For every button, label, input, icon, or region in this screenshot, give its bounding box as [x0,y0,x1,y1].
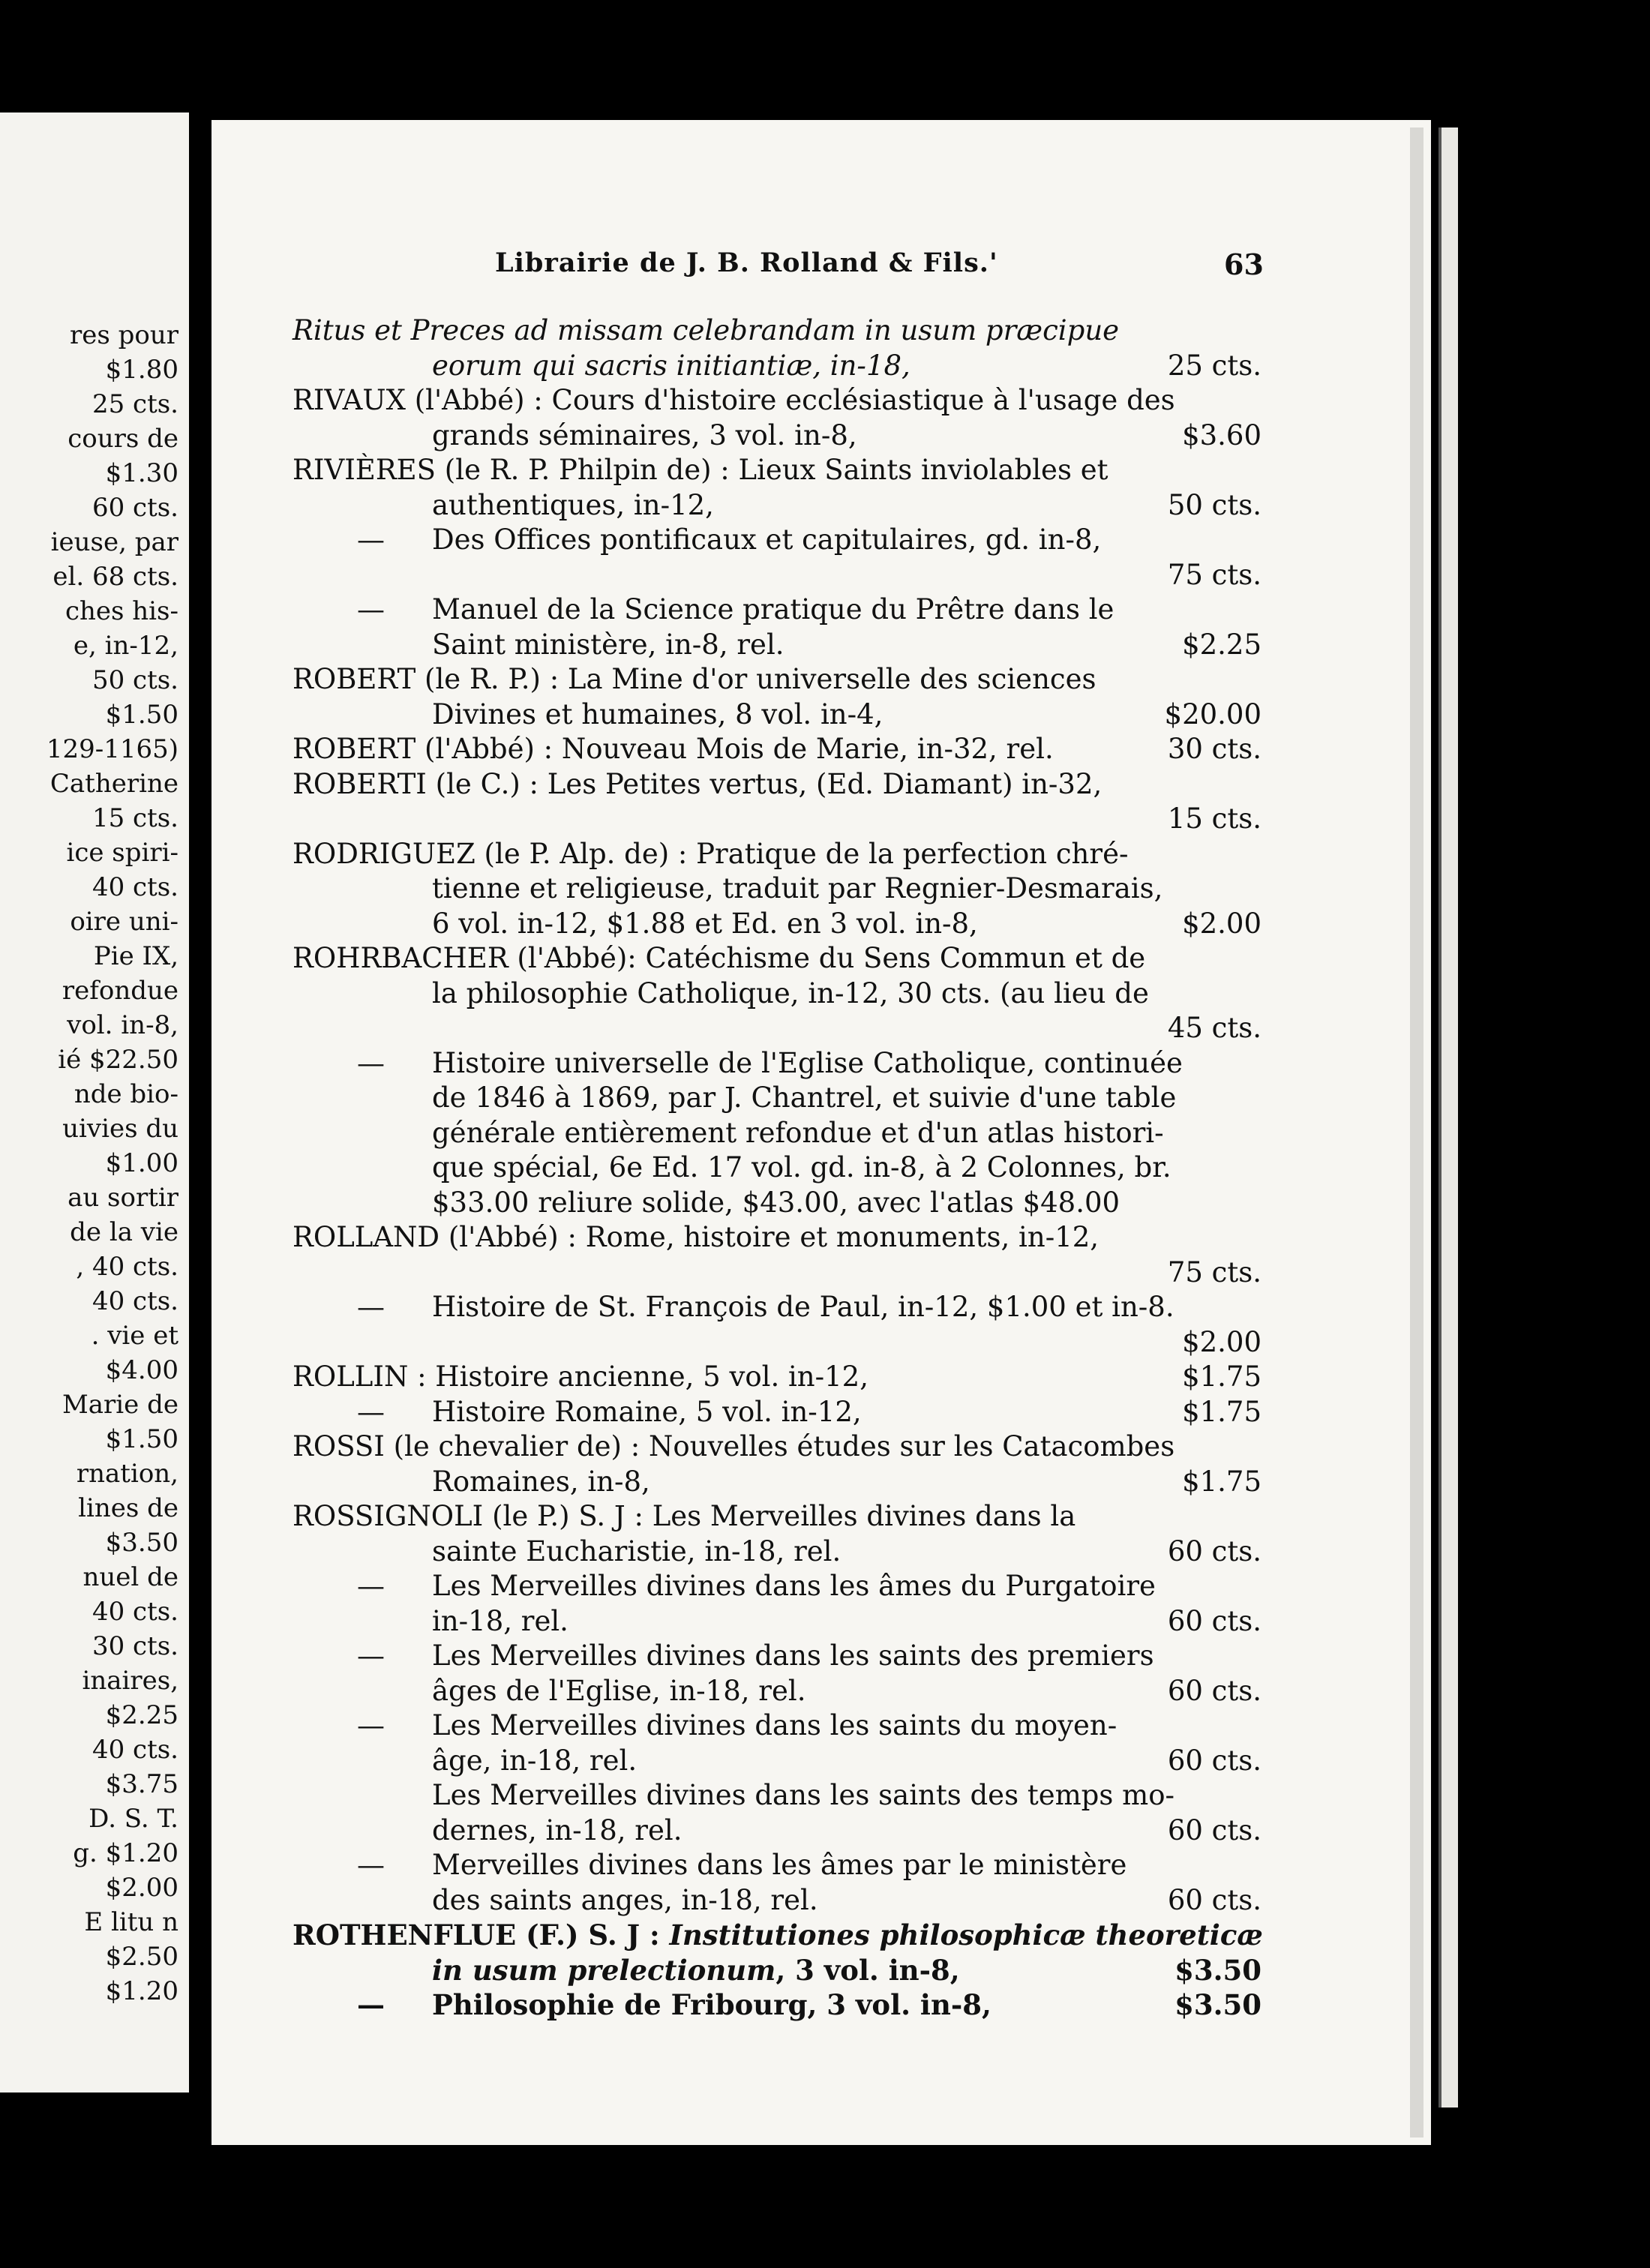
catalog-entry [292,732,1262,767]
left-page-line: Catherine [50,769,178,799]
entry-price: $20.00 [1164,698,1262,730]
left-page-line: $1.30 [105,458,178,488]
entry-text: que spécial, 6e Ed. 17 vol. gd. in-8, à 2 Colonnes, br. [432,1151,1172,1184]
entry-text: 6 vol. in-12, $1.88 et Ed. en 3 vol. in-8, [432,907,978,940]
entry-text: Les Merveilles divines dans les saints du moyen- [432,1709,1118,1742]
entry-price: 60 cts. [1167,1534,1262,1568]
entry-line [292,1046,1262,1082]
entry-line [292,383,1262,418]
entry-price: 50 cts. [1167,488,1262,521]
left-page-line: $3.75 [105,1769,178,1799]
entry-text: RODRIGUEZ (le P. Alp. de) : Pratique de la perfection chré- [292,837,1129,870]
catalog-entry [292,1778,1262,1848]
left-page-line: E litu n [84,1907,178,1937]
entry-price: 25 cts. [1167,349,1262,382]
entry-text: Histoire Romaine, 5 vol. in-12, [432,1395,862,1428]
entry-line [292,941,1262,976]
catalog-entry [292,1395,1262,1430]
entry-line [292,1569,1262,1604]
ditto-dash: — [357,593,385,626]
entry-line [292,1708,1262,1744]
entry-text: des saints anges, in-18, rel. [432,1883,818,1916]
catalog-entry [292,592,1262,662]
entry-line [292,1953,1262,1988]
entry-price: 75 cts. [1167,558,1262,591]
entry-line [292,1011,1262,1046]
left-page-line: $1.00 [105,1148,178,1178]
left-page-line: el. 68 cts. [52,562,178,592]
entry-text: dernes, in-18, rel. [432,1814,682,1846]
left-page-line: nuel de [82,1562,178,1592]
entry-line [292,1186,1262,1221]
entry-line [292,558,1262,593]
catalog-entry [292,523,1262,592]
left-page-line: 40 cts. [92,1735,178,1765]
entry-line [292,523,1262,558]
left-page-line: vol. in-8, [67,1010,178,1040]
catalog-entry [292,1430,1262,1499]
ditto-dash: — [357,1709,385,1742]
left-page-line: , 40 cts. [76,1252,178,1282]
catalog-entry [292,1499,1262,1569]
ditto-dash: — [357,524,385,556]
entry-text: in-18, rel. [432,1604,568,1637]
entry-line [292,592,1262,628]
left-page-line: e, in-12, [73,631,178,661]
entry-author: ROTHENFLUE (F.) S. J : [292,1918,670,1952]
entry-price: 60 cts. [1167,1674,1262,1707]
entry-text: grands séminaires, 3 vol. in-8, [432,418,857,452]
left-page-line: lines de [78,1493,178,1523]
entry-text: tienne et religieuse, traduit par Regnier-Desmarais, [432,872,1163,904]
left-page-line: refondue [62,976,178,1006]
entry-line [292,1639,1262,1674]
entry-price: 60 cts. [1167,1814,1262,1846]
entry-line [292,1674,1262,1709]
catalog-entry [292,767,1262,837]
entry-text: Divines et humaines, 8 vol. in-4, [432,698,884,730]
entry-text: Les Merveilles divines dans les saints des premiers [432,1640,1154,1672]
entry-text: ROLLIN : Histoire ancienne, 5 vol. in-12, [292,1360,868,1393]
ditto-dash: — [357,1570,385,1602]
entry-line [292,976,1262,1012]
entry-text: Histoire universelle de l'Eglise Catholique, continuée [432,1046,1183,1079]
left-page-line: rnation, [76,1459,178,1489]
left-page-line: $2.50 [105,1942,178,1972]
entry-line [292,1744,1262,1779]
catalog-entry [292,1988,1262,2023]
book-edge [1438,128,1458,2108]
catalog-entry [292,1220,1262,1290]
left-page-line: res pour [69,320,178,350]
entry-line [292,802,1262,837]
entry-price: $2.00 [1182,1325,1262,1358]
catalog-entry [292,1708,1262,1778]
entry-text: Les Merveilles divines dans les âmes du Purgatoire [432,1570,1156,1602]
left-page-line: 40 cts. [92,1597,178,1627]
entry-text: authentiques, in-12, [432,488,714,521]
entry-line [292,1988,1262,2023]
entry-line [292,1499,1262,1534]
entry-line [292,1220,1262,1256]
entry-line [292,1918,1262,1953]
left-page-line: ches his- [64,596,178,626]
left-page-line: 50 cts. [92,665,178,695]
entry-text: Histoire de St. François de Paul, in-12, $1.00 et in-8. [432,1291,1174,1323]
catalog-entry [292,1848,1262,1918]
left-page-line: Pie IX, [93,941,178,971]
entry-price: $3.50 [1174,1988,1262,2021]
entry-line [292,488,1262,524]
left-page-line: au sortir [68,1183,178,1213]
entry-line [292,628,1262,663]
entry-text: générale entièrement refondue et d'un atlas histori- [432,1116,1164,1149]
entry-text: Des Offices pontificaux et capitulaires, gd. in-8, [432,524,1102,556]
entry-text: eorum qui sacris initiantiæ, in-18, [432,349,910,382]
entry-line [292,1883,1262,1918]
left-page-line: $1.20 [105,1976,178,2006]
entry-line [292,1150,1262,1186]
entry-price: 60 cts. [1167,1604,1262,1637]
catalog-entry [292,383,1262,453]
ditto-dash: — [357,1291,385,1323]
entry-line [292,1360,1262,1395]
entry-line [292,1778,1262,1814]
left-page-fragment [0,112,189,2092]
entry-price: $1.75 [1182,1395,1262,1428]
entry-price: $1.75 [1182,1360,1262,1393]
catalog-entry [292,1639,1262,1708]
running-header: Librairie de J. B. Rolland & Fils.' [495,248,998,278]
left-page-line: uivies du [62,1114,178,1144]
entry-line [292,1604,1262,1640]
entry-text: âges de l'Eglise, in-18, rel. [432,1674,806,1707]
ditto-dash: — [357,1988,385,2021]
left-page-line: 30 cts. [92,1631,178,1661]
entry-text: Ritus et Preces ad missam celebrandam in usum præcipue [292,314,1120,346]
entry-price: $3.50 [1174,1953,1262,1987]
ditto-dash: — [357,1849,385,1881]
entry-line [292,872,1262,907]
catalog-entry [292,453,1262,523]
entry-text: ROLLAND (l'Abbé) : Rome, histoire et monuments, in-12, [292,1221,1100,1253]
entry-text: ROBERT (l'Abbé) : Nouveau Mois de Marie, in-32, rel. [292,733,1054,765]
left-page-line: $2.25 [105,1700,178,1730]
entry-line [292,1256,1262,1291]
entry-line [292,1430,1262,1465]
left-page-line: Marie de [62,1390,178,1420]
left-page-line: $3.50 [105,1528,178,1558]
left-page-line: nde bio- [74,1079,178,1109]
entry-price: 60 cts. [1167,1744,1262,1777]
entry-text: ROBERT (le R. P.) : La Mine d'or universelle des sciences [292,663,1096,695]
catalog-entry [292,662,1262,732]
entry-price: 75 cts. [1167,1256,1262,1288]
left-page-line: ice spiri- [66,838,178,868]
ditto-dash: — [357,1395,385,1428]
entry-text: $33.00 reliure solide, $43.00, avec l'atlas $48.00 [432,1186,1120,1219]
left-page-line: 25 cts. [92,389,178,419]
left-page-line: 40 cts. [92,872,178,902]
entry-line [292,418,1262,454]
entry-line [292,698,1262,733]
left-page-line: ié $22.50 [58,1045,178,1075]
entry-line [292,662,1262,698]
entry-text: Merveilles divines dans les âmes par le ministère [432,1849,1127,1881]
left-page-line: inaires, [82,1666,178,1696]
entry-line [292,1325,1262,1360]
entry-line [292,1116,1262,1151]
entry-line [292,349,1262,384]
left-page-line: $1.50 [105,700,178,730]
entry-line [292,1848,1262,1883]
entry-price: $3.60 [1182,418,1262,452]
entry-text: la philosophie Catholique, in-12, 30 cts. (au lieu de [432,976,1149,1010]
entry-price: 60 cts. [1167,1883,1262,1916]
entry-line [292,767,1262,802]
entry-text: ROBERTI (le C.) : Les Petites vertus, (Ed. Diamant) in-32, [292,767,1102,800]
left-page-line: $1.80 [105,355,178,385]
ditto-dash: — [357,1640,385,1672]
catalog-entry [292,1290,1262,1360]
entry-title: in usum prelectionum [432,1953,776,1987]
left-page-line: cours de [68,424,178,454]
entry-text: âge, in-18, rel. [432,1744,638,1777]
left-page-line: 15 cts. [92,803,178,833]
left-page-line: 129-1165) [46,734,178,764]
entry-text: ROSSIGNOLI (le P.) S. J : Les Merveilles divines dans la [292,1500,1076,1532]
entry-line [292,1395,1262,1430]
entry-line [292,1290,1262,1325]
left-page-line: de la vie [70,1217,178,1247]
catalog-entry [292,1569,1262,1639]
entry-text: , 3 vol. in-8, [776,1953,960,1987]
left-page-line: D. S. T. [88,1804,178,1834]
entry-price: 15 cts. [1167,802,1262,835]
left-page-line: $4.00 [105,1355,178,1385]
catalog-entry [292,314,1262,383]
left-page-line: oire uni- [70,907,178,937]
entry-text: Manuel de la Science pratique du Prêtre dans le [432,593,1114,626]
entry-price: $2.25 [1182,628,1262,661]
entry-text: Saint ministère, in-8, rel. [432,628,784,661]
entry-text: Philosophie de Fribourg, 3 vol. in-8, [432,1988,992,2021]
left-page-line: 60 cts. [92,493,178,523]
entry-title: Institutiones philosophicæ theoreticæ [669,1918,1263,1952]
catalog-entry [292,1918,1262,1988]
entry-text: Romaines, in-8, [432,1465,650,1498]
left-page-column [0,318,178,2008]
entry-price: 45 cts. [1167,1012,1262,1044]
left-page-line: $2.00 [105,1873,178,1903]
left-page-line: 40 cts. [92,1286,178,1316]
entry-price: $1.75 [1182,1465,1262,1498]
catalog-entry [292,1046,1262,1221]
catalog-entry [292,941,1262,1046]
entry-line [292,907,1262,942]
catalog-entry [292,1360,1262,1395]
left-page-line: $1.50 [105,1424,178,1454]
entry-line [292,1814,1262,1849]
catalog-entry [292,837,1262,942]
entry-text: ROSSI (le chevalier de) : Nouvelles études sur les Catacombes [292,1430,1175,1462]
page-shadow [1410,128,1424,2138]
left-page-line: g. $1.20 [73,1838,178,1868]
page-number: 63 [1224,248,1264,281]
entry-price: $2.00 [1182,907,1262,940]
entry-line [292,1465,1262,1500]
left-page-line: ieuse, par [50,527,178,557]
entry-line [292,1081,1262,1116]
entry-text: RIVIÈRES (le R. P. Philpin de) : Lieux Saints inviolables et [292,454,1108,486]
entry-line [292,453,1262,488]
entry-text: ROHRBACHER (l'Abbé): Catéchisme du Sens Commun et de [292,942,1146,974]
entry-text: sainte Eucharistie, in-18, rel. [432,1534,842,1568]
entry-line [292,1534,1262,1570]
entry-price: 30 cts. [1167,733,1262,765]
ditto-dash: — [357,1046,385,1079]
entry-text: de 1846 à 1869, par J. Chantrel, et suivie d'une table [432,1082,1177,1114]
entry-line [292,837,1262,872]
catalog-entries [292,314,1262,2023]
entry-line [292,314,1262,349]
entry-text: RIVAUX (l'Abbé) : Cours d'histoire ecclésiastique à l'usage des [292,384,1175,416]
entry-line [292,732,1262,767]
left-page-line: . vie et [91,1321,178,1351]
entry-text: Les Merveilles divines dans les saints des temps mo- [432,1779,1174,1811]
